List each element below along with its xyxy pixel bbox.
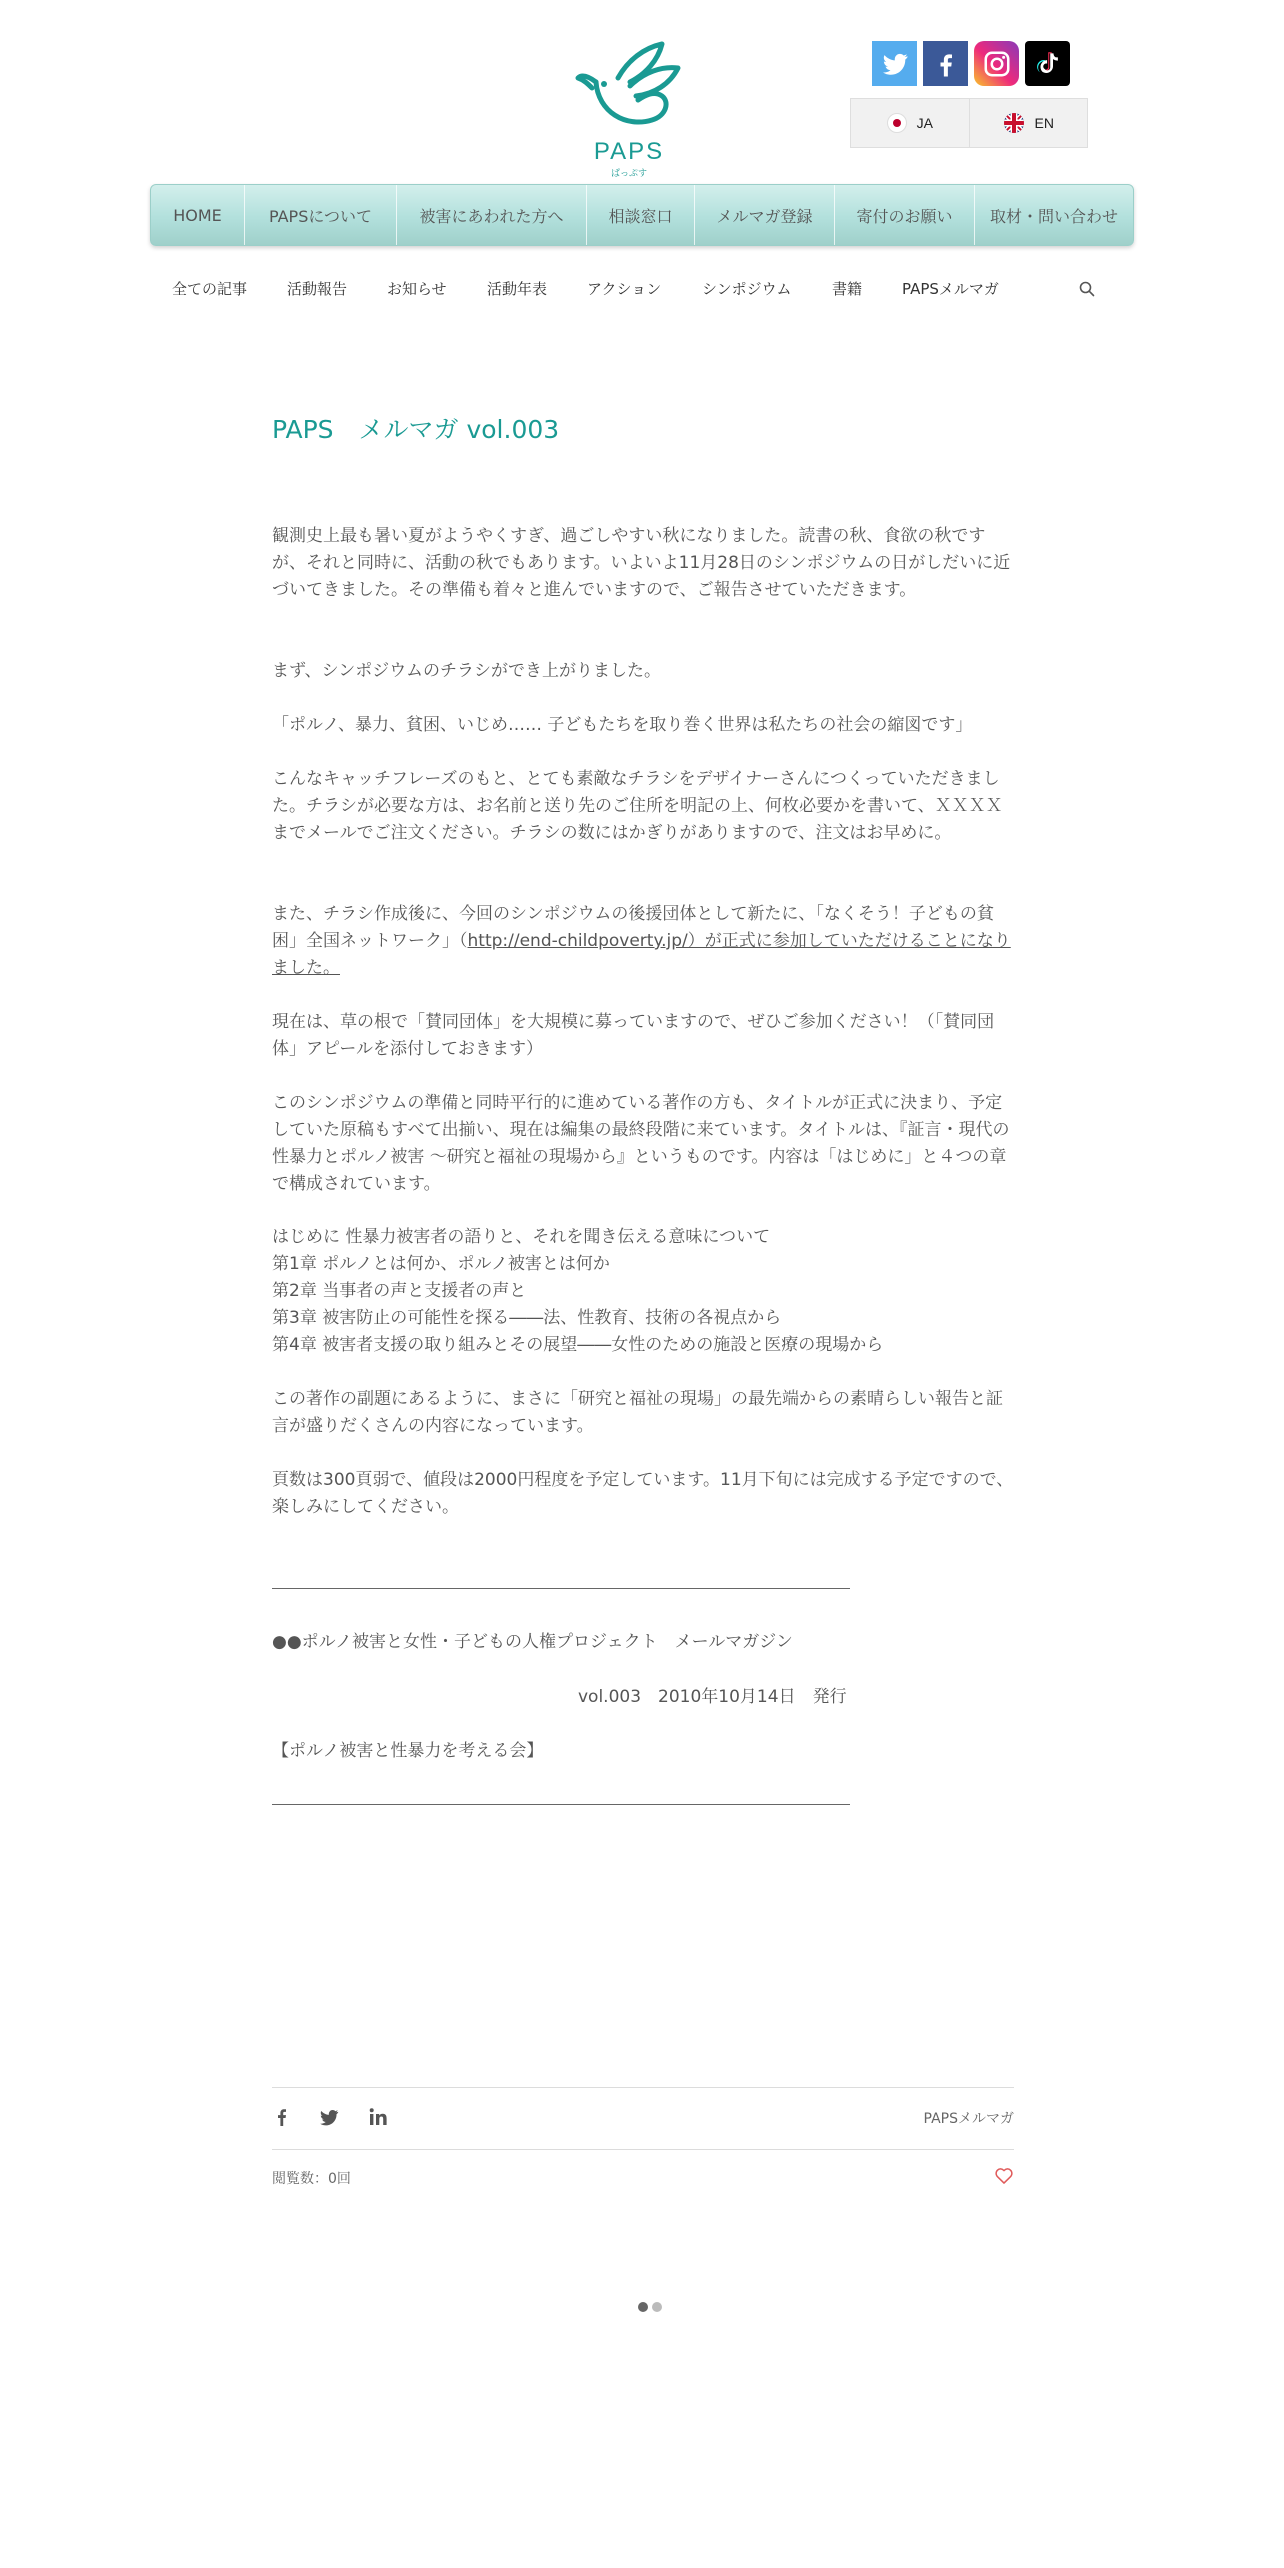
article-paragraph-7: このシンポジウムの準備と同時平行的に進めている著作の方も、タイトルが正式に決まり、予定していた原稿もすべて出揃い、現在は編集の最終段階に来ています。タイトルは、『証言・現代の性暴力とポルノ被害 ～研究と福祉の現場から』というものです。内容は「はじめに」と４つの章で構成されています。 [272,1093,1010,1194]
article-paragraph-2: まず、シンポジウムのチラシができ上がりました。 [272,661,662,681]
article-paragraph-3: 「ポルノ、暴力、貧困、いじめ…… 子どもたちを取り巻く世界は私たちの社会の縮図です」 [272,715,973,735]
paps-logo[interactable] [574,38,684,179]
logo-name: PAPS [593,138,665,165]
category-books[interactable]: 書籍 [832,280,863,298]
nav-item-victims[interactable]: 被害にあわれた方へ [397,185,587,245]
dove-logo-icon [574,38,684,138]
lang-en-option[interactable] [969,99,1088,147]
newsletter-footer-org: 【ポルノ被害と性暴力を考える会】 [272,1741,544,1761]
like-heart-icon[interactable] [994,2166,1014,2186]
share-bottom-rule [272,2149,1014,2150]
social-links [872,41,1070,86]
article-title: PAPS メルマガ vol.003 [272,415,560,444]
post-tag-link[interactable]: PAPSメルマガ [923,2111,1014,2127]
tiktok-icon[interactable] [1025,41,1070,86]
article-paragraph-8: この著作の副題にあるように、まさに「研究と福祉の現場」の最先端からの素晴らしい報告と証言が盛りだくさんの内容になっています。 [272,1389,1003,1436]
article-paragraph-6: 現在は、草の根で「賛同団体」を大規模に募っていますので、ぜひご参加ください！（「賛同団体」アピールを添付しておきます） [272,1012,995,1059]
language-switcher [850,98,1088,148]
category-all[interactable]: 全ての記事 [172,280,248,298]
article-paragraph-4: こんなキャッチフレーズのもと、とても素敵なチラシをデザイナーさんにつくっていただきました。チラシが必要な方は、お名前と送り先のご住所を明記の上、何枚必要かを書いて、ＸＸＸＸ までメールでご注文ください。チラシの数にはかぎりがありますので、注文はお早めに。 [272,769,1003,843]
divider [272,1804,850,1805]
chapter-item: 第3章 被害防止の可能性を探る――法、性教育、技術の各視点から [272,1308,782,1328]
nav-item-home[interactable]: HOME [151,185,245,245]
category-activity-report[interactable]: 活動報告 [287,280,348,298]
view-count: 閲覧数：0回 [272,2171,351,2187]
chapter-item: 第1章 ポルノとは何か、ポルノ被害とは何か [272,1254,610,1274]
article-paragraph-1: 観測史上最も暑い夏がようやくすぎ、過ごしやすい秋になりました。読書の秋、食欲の秋ですが、それと同時に、活動の秋でもあります。いよいよ11月28日のシンポジウムの日がしだいに近づいてきました。その準備も着々と進んでいますので、ご報告させていただきます。 [272,526,1011,600]
uk-flag-icon [1003,112,1025,134]
category-symposium[interactable]: シンポジウム [702,280,792,298]
end-childpoverty-link[interactable]: http://end-childpoverty.jp/）が正式に参加していただけることになりました。 [272,931,1011,978]
paragraph-5-text: また、チラシ作成後に、今回のシンポジウムの後援団体として新たに、「なくそう！子どもの貧困」全国ネットワーク」（ [272,904,994,951]
japan-flag-icon [887,113,907,133]
nav-item-newsletter[interactable]: メルマガ登録 [695,185,835,245]
article-paragraph-9: 頁数は300頁弱で、値段は2000円程度を予定しています。11月下旬には完成する予定ですので、楽しみにしてください。 [272,1470,1014,1517]
chapter-item: 第2章 当事者の声と支援者の声と [272,1281,527,1301]
nav-item-consult[interactable]: 相談窓口 [587,185,695,245]
chapter-item: 第4章 被害者支援の取り組みとその展望――女性のための施設と医療の現場から [272,1335,884,1355]
pagination-dot-active[interactable] [638,2302,648,2312]
category-nav [172,270,1098,306]
facebook-share-icon[interactable] [274,2106,288,2128]
lang-ja-option[interactable] [851,99,969,147]
category-action[interactable]: アクション [587,280,662,298]
pagination-dot[interactable] [652,2302,662,2312]
divider [272,1588,850,1589]
newsletter-footer-volume: vol.003 2010年10月14日 発行 [578,1687,847,1707]
category-paps-newsletter[interactable]: PAPSメルマガ [902,280,999,298]
logo-kana: ぱっぷす [610,169,647,179]
category-timeline[interactable]: 活動年表 [487,280,548,298]
twitter-icon[interactable] [872,41,917,86]
lang-en-label: EN [1034,115,1054,131]
category-news[interactable]: お知らせ [387,280,447,298]
nav-item-about[interactable]: PAPSについて [245,185,397,245]
nav-item-contact[interactable]: 取材・問い合わせ [989,206,1118,226]
linkedin-share-icon[interactable] [368,2106,388,2128]
instagram-icon[interactable] [974,41,1019,86]
search-icon[interactable] [1078,280,1096,298]
chapter-item: はじめに 性暴力被害者の語りと、それを聞き伝える意味について [272,1227,771,1247]
nav-item-donate[interactable]: 寄付のお願い [835,185,975,245]
newsletter-footer-title: ●●ポルノ被害と女性・子どもの人権プロジェクト メールマガジン [272,1632,793,1652]
main-nav [150,184,1134,246]
pagination-dots [638,2302,662,2312]
share-top-rule [272,2087,1014,2088]
facebook-icon[interactable] [923,41,968,86]
twitter-share-icon[interactable] [318,2106,340,2128]
article-paragraph-5 [272,901,1014,982]
chapter-list [272,1224,1014,1359]
lang-ja-label: JA [916,115,933,131]
